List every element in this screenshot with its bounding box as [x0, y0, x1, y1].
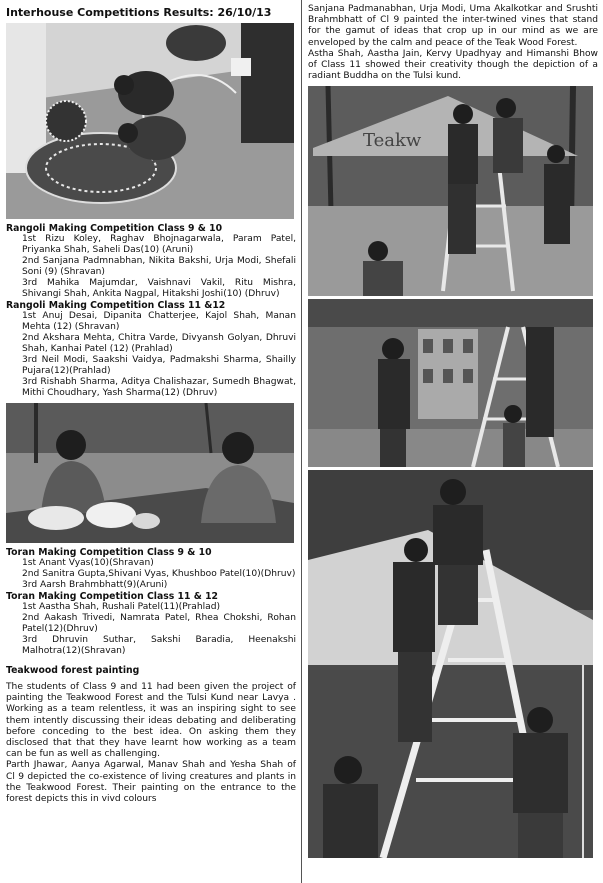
toran-9-10-entry-3: 3rd Aarsh Brahmbhatt(9)(Aruni)	[22, 580, 168, 590]
rangoli-11-12-entry-2: 2nd Akshara Mehta, Chitra Varde, Divyansh Golyan, Dhruvi Shah, Kanhai Patel (12) (Prahlad)	[22, 333, 296, 354]
rangoli-11-12-entry-3: 3rd Neil Modi, Saakshi Vaidya, Padmakshi Sharma, Shailly Pujara(12)(Prahlad)	[22, 355, 296, 376]
rangoli-9-10-entry-2: 2nd Sanjana Padmnabhan, Nikita Bakshi, Urja Modi, Shefali Soni (9) (Shravan)	[22, 256, 296, 277]
rangoli-11-12-entry-4: 3rd Rishabh Sharma, Aditya Chalishazar, Sumedh Bhagwat, Mithi Choudhary, Yash Sharma(12) (Dhruv)	[22, 377, 296, 398]
column-divider	[301, 0, 302, 883]
toran-9-10-heading: Toran Making Competition Class 9 & 10	[6, 547, 212, 558]
page-title: Interhouse Competitions Results: 26/10/13	[6, 6, 272, 19]
rangoli-photo	[6, 23, 294, 219]
toran-11-12-entry-1: 1st Aastha Shah, Rushali Patel(11)(Prahlad)	[22, 602, 221, 612]
toran-photo	[6, 403, 294, 543]
vines-paragraph: Sanjana Padmanabhan, Urja Modi, Uma Akalkotkar and Srushti Brahmbhatt of Cl 9 painted the inter-twined vines that stand for the gamut of ideas that crop up in our mind as we are enveloped by the calm and peace of the Teak Wood Forest.	[308, 4, 598, 48]
toran-9-10-entry-2: 2nd Sanitra Gupta,Shivani Vyas, Khushboo Patel(10)(Dhruv)	[22, 569, 296, 579]
rangoli-11-12-entry-1: 1st Anuj Desai, Dipanita Chatterjee, Kajol Shah, Manan Mehta (12) (Shravan)	[22, 311, 296, 332]
sign-text: Teakw	[363, 130, 422, 152]
left-column	[6, 4, 296, 805]
right-column	[308, 4, 598, 858]
teakwood-paragraph-2: Parth Jhawar, Aanya Agarwal, Manav Shah and Yesha Shah of Cl 9 depicted the co-existence of living creatures and plants in the Teakwood Forest. Their painting on the entrance to the forest depicts this in vivd colours	[6, 760, 296, 805]
toran-11-12-entry-2: 2nd Aakash Trivedi, Namrata Patel, Rhea Chokshi, Rohan Patel(12)(Dhruv)	[22, 613, 296, 634]
teakwood-paragraph-1: The students of Class 9 and 11 had been given the project of painting the Teakwood Forest and the Tulsi Kund near Lavya . Working as a team relentless, it was an inspiring sight to see them intently discussing their ideas debating and deliberating before conceding to the best idea. On asking them they disclosed that that they have learnt how working as a team can be fun as well as challenging.	[6, 682, 296, 760]
rangoli-9-10-entry-1: 1st Rizu Koley, Raghav Bhojnagarwala, Param Patel, Priyanka Shah, Saheli Das(10) (Aruni)	[22, 234, 296, 255]
painting-sign-photo	[308, 86, 593, 296]
toran-9-10-entry-1: 1st Anant Vyas(10)(Shravan)	[22, 558, 154, 568]
toran-11-12-heading: Toran Making Competition Class 11 & 12	[6, 591, 219, 602]
rangoli-9-10-heading: Rangoli Making Competition Class 9 & 10	[6, 223, 223, 234]
rangoli-9-10-entry-3: 3rd Mahika Majumdar, Vaishnavi Vakil, Ritu Mishra, Shivangi Shah, Ankita Nagpal, Hitakshi Joshi(10) (Dhruv)	[22, 278, 296, 299]
teakwood-heading: Teakwood forest painting	[6, 665, 140, 676]
canopy-photo	[308, 470, 593, 858]
ladder-photo	[308, 299, 593, 467]
rangoli-11-12-heading: Rangoli Making Competition Class 11 &12	[6, 300, 226, 311]
toran-11-12-entry-3: 3rd Dhruvin Suthar, Sakshi Baradia, Heenakshi Malhotra(12)(Shravan)	[22, 635, 296, 656]
buddha-paragraph: Astha Shah, Aastha Jain, Kervy Upadhyay and Himanshi Bhow of Class 11 showed their creativity though the depiction of a radiant Buddha on the Tulsi kund.	[308, 48, 598, 82]
